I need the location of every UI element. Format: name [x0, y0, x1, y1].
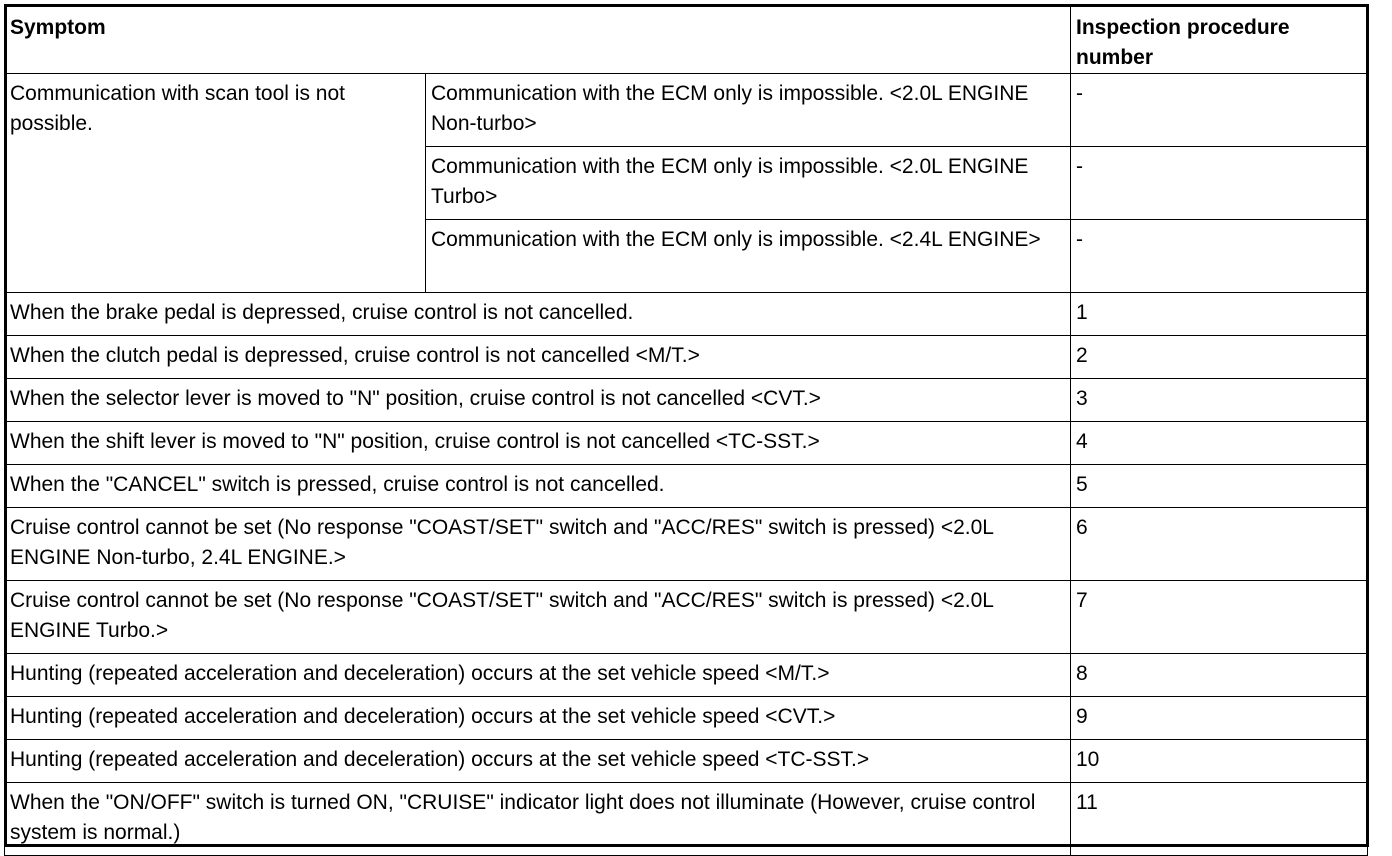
table-row: [5, 379, 1368, 422]
procedure-number-cell: 3: [1071, 379, 1368, 422]
table-row: [5, 422, 1368, 465]
table-row: [5, 74, 1368, 147]
header-row: [5, 5, 1368, 74]
symptom-cell: Cruise control cannot be set (No response "COAST/SET" switch and "ACC/RES" switch is pressed) <2.0L ENGINE Non-turbo, 2.4L ENGINE.>: [5, 508, 1071, 581]
header-symptom: Symptom: [5, 5, 1071, 74]
symptom-detail-cell: Communication with the ECM only is impossible. <2.4L ENGINE>: [426, 220, 1071, 293]
table-row: [5, 293, 1368, 336]
table-row: [5, 465, 1368, 508]
procedure-number-cell: 1: [1071, 293, 1368, 336]
procedure-number-cell: 2: [1071, 336, 1368, 379]
symptom-cell: Cruise control cannot be set (No response "COAST/SET" switch and "ACC/RES" switch is pressed) <2.0L ENGINE Turbo.>: [5, 581, 1071, 654]
header-procedure-number: Inspection procedure number: [1071, 5, 1368, 74]
symptom-cell: When the selector lever is moved to "N" position, cruise control is not cancelled <CVT.>: [5, 379, 1071, 422]
procedure-number-cell: -: [1071, 147, 1368, 220]
symptom-cell: When the shift lever is moved to "N" position, cruise control is not cancelled <TC-SST.>: [5, 422, 1071, 465]
procedure-number-cell: 6: [1071, 508, 1368, 581]
symptom-detail-cell: Communication with the ECM only is impossible. <2.0L ENGINE Turbo>: [426, 147, 1071, 220]
symptom-detail-cell: Communication with the ECM only is impossible. <2.0L ENGINE Non-turbo>: [426, 74, 1071, 147]
table-row: [5, 508, 1368, 581]
symptom-cell: When the "CANCEL" switch is pressed, cruise control is not cancelled.: [5, 465, 1071, 508]
symptom-table: [4, 4, 1368, 856]
procedure-number-cell: 9: [1071, 697, 1368, 740]
procedure-number-cell: -: [1071, 74, 1368, 147]
procedure-number-cell: 10: [1071, 740, 1368, 783]
table-row: [5, 697, 1368, 740]
table-row: [5, 581, 1368, 654]
symptom-cell: When the "ON/OFF" switch is turned ON, "CRUISE" indicator light does not illuminate (However, cruise control system is normal.): [5, 783, 1071, 856]
procedure-number-cell: 5: [1071, 465, 1368, 508]
symptom-cell: Hunting (repeated acceleration and deceleration) occurs at the set vehicle speed <TC-SST.>: [5, 740, 1071, 783]
procedure-number-cell: 11: [1071, 783, 1368, 856]
symptom-cell: Communication with scan tool is not possible.: [5, 74, 426, 293]
table-row: [5, 740, 1368, 783]
procedure-number-cell: 8: [1071, 654, 1368, 697]
procedure-number-cell: 7: [1071, 581, 1368, 654]
symptom-cell: When the brake pedal is depressed, cruise control is not cancelled.: [5, 293, 1071, 336]
table-row: [5, 654, 1368, 697]
procedure-number-cell: -: [1071, 220, 1368, 293]
symptom-cell: Hunting (repeated acceleration and deceleration) occurs at the set vehicle speed <M/T.>: [5, 654, 1071, 697]
procedure-number-cell: 4: [1071, 422, 1368, 465]
table-row: [5, 783, 1368, 856]
table-row: [5, 336, 1368, 379]
symptom-cell: When the clutch pedal is depressed, cruise control is not cancelled <M/T.>: [5, 336, 1071, 379]
symptom-cell: Hunting (repeated acceleration and deceleration) occurs at the set vehicle speed <CVT.>: [5, 697, 1071, 740]
